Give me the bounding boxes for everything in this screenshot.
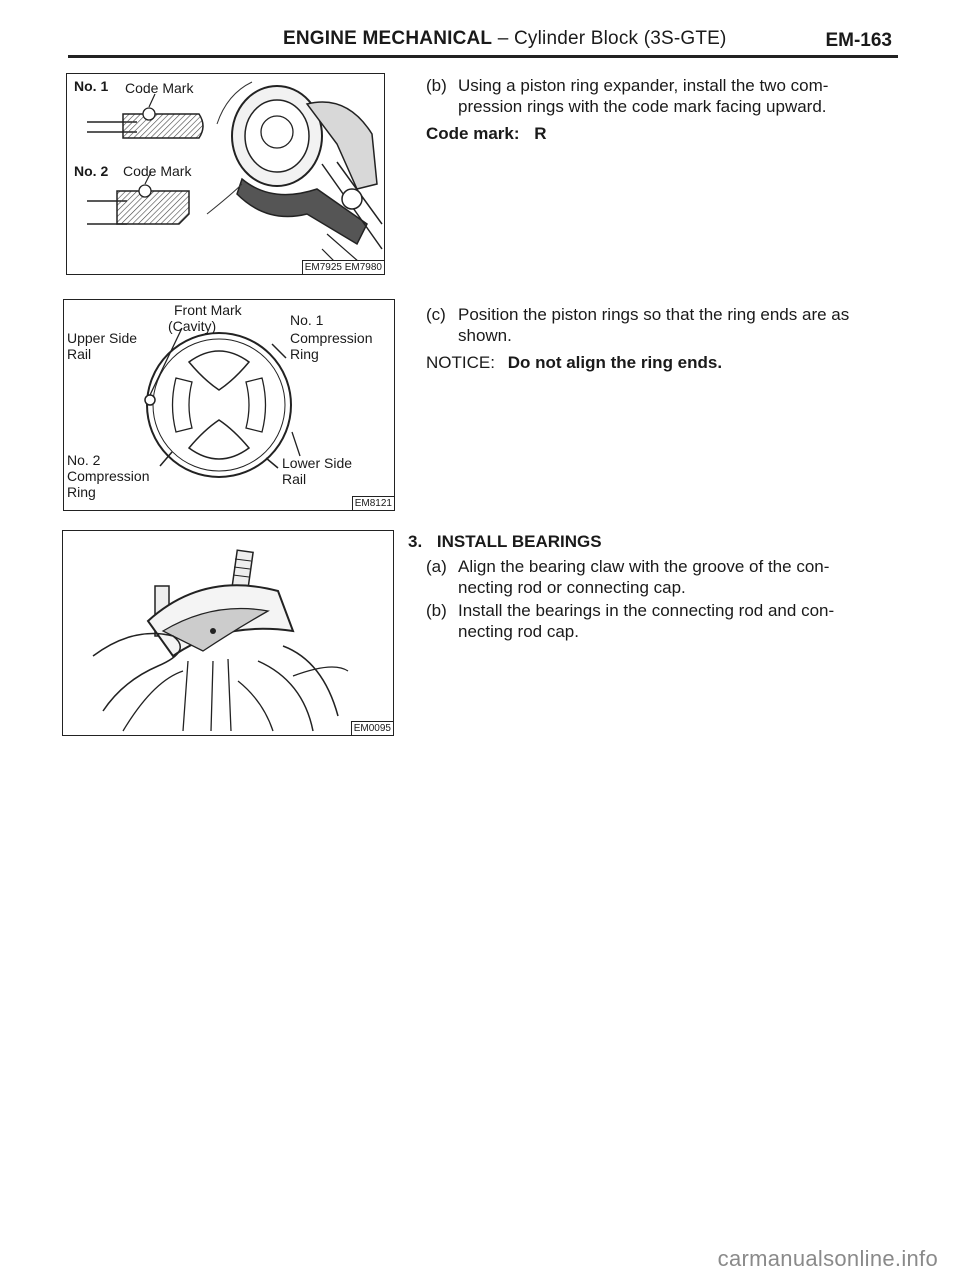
figure1-code: EM7925 EM7980	[302, 260, 384, 274]
lower-side-label: Lower Side	[282, 455, 353, 471]
upper-side-label: Upper Side	[67, 330, 138, 346]
step-3a-body	[458, 556, 829, 598]
page-header	[68, 22, 898, 52]
notice	[426, 352, 722, 373]
step-c-marker: (c)	[426, 305, 446, 324]
lower-rail-label: Rail	[282, 471, 307, 487]
code-mark-label: Code mark:	[426, 124, 520, 143]
step-c-position-rings	[426, 304, 906, 354]
code-mark-value: R	[534, 124, 547, 143]
step-b-body	[458, 75, 828, 117]
bearing-install-illustration	[63, 531, 393, 735]
step-b-line1: Using a piston ring expander, install the two com-	[458, 76, 829, 95]
figure-bearing-install	[62, 530, 394, 736]
step-c-body	[458, 304, 849, 346]
page-title	[283, 28, 727, 50]
front-mark-label: Front Mark	[174, 302, 242, 318]
step-3a-marker: (a)	[426, 557, 447, 576]
compression1-label: Compression	[290, 330, 373, 346]
step-3a-line1: Align the bearing claw with the groove of the con-	[458, 557, 830, 576]
notice-text: Do not align the ring ends.	[507, 353, 723, 372]
step-3b-body	[458, 600, 834, 642]
section-subtitle: Cylinder Block (3S-GTE)	[513, 28, 727, 49]
step-3a-align-claw	[426, 556, 906, 602]
page-number: EM-163	[825, 30, 892, 51]
section-3-title: INSTALL BEARINGS	[436, 532, 602, 551]
section-name: ENGINE MECHANICAL	[283, 28, 493, 49]
step-c-line1: Position the piston rings so that the ring ends are as	[458, 305, 850, 324]
figure2-code: EM8121	[352, 496, 394, 510]
step-b-install-rings	[426, 75, 906, 125]
upper-rail-label: Rail	[67, 346, 92, 362]
figure3-code: EM0095	[351, 721, 393, 735]
no2-code-mark-label: Code Mark	[123, 163, 192, 179]
ring2-label: Ring	[67, 484, 96, 500]
step-3b-line1: Install the bearings in the connecting rod and con-	[458, 601, 835, 620]
section-3-number: 3.	[408, 532, 423, 551]
notice-label: NOTICE:	[426, 353, 495, 372]
step-b-marker: (b)	[426, 76, 447, 95]
compression2-label: Compression	[67, 468, 150, 484]
site-watermark: carmanualsonline.info	[717, 1246, 938, 1271]
section-3-heading	[408, 531, 602, 552]
step-3b-install-bearings	[426, 600, 906, 646]
step-3b-marker: (b)	[426, 601, 447, 620]
cavity-label: (Cavity)	[168, 318, 217, 334]
step-3b-line2: necting rod cap.	[458, 622, 579, 641]
no2-label: No. 2	[74, 163, 109, 179]
no1-code-mark-label: Code Mark	[125, 80, 194, 96]
title-separator: –	[492, 28, 514, 49]
ring-expander-illustration	[67, 74, 384, 274]
step-c-line2: shown.	[458, 326, 512, 345]
no1-label: No. 1	[74, 78, 109, 94]
no1-compression-label: No. 1	[290, 312, 324, 328]
code-mark-spec	[426, 123, 547, 144]
ring1-label: Ring	[290, 346, 319, 362]
figure-ring-positions	[63, 299, 395, 511]
no2-compression-label: No. 2	[67, 452, 101, 468]
step-3a-line2: necting rod or connecting cap.	[458, 578, 686, 597]
header-rule	[68, 55, 898, 58]
step-b-line2: pression rings with the code mark facing upward.	[458, 97, 827, 116]
figure-code-marks	[66, 73, 385, 275]
